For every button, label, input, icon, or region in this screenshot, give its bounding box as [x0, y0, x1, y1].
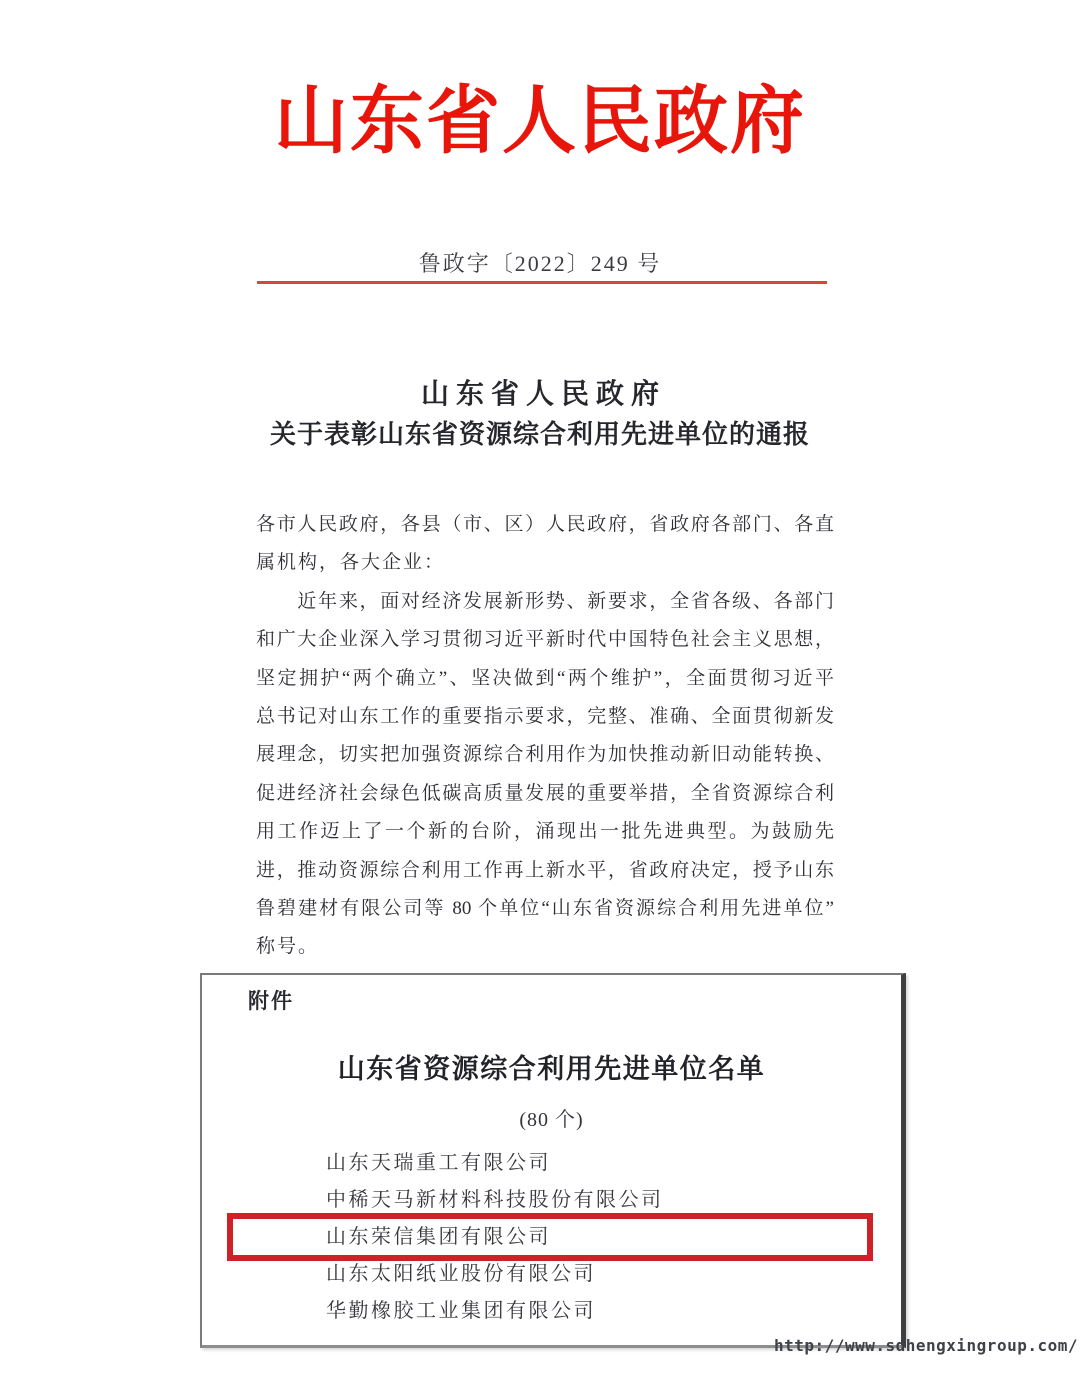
notice-body	[256, 506, 834, 967]
company-item: 山东天瑞重工有限公司	[326, 1152, 551, 1174]
red-divider-line	[257, 281, 827, 284]
body-line: 坚定拥护“两个确立”、坚决做到“两个维护”，全面贯彻习近平	[256, 667, 834, 689]
doc-number: 鲁政字〔2022〕249 号	[418, 251, 662, 276]
company-item: 华勤橡胶工业集团有限公司	[326, 1300, 596, 1322]
body-line: 和广大企业深入学习贯彻习近平新时代中国特色社会主义思想，	[256, 629, 834, 651]
body-line: 称号。	[256, 936, 320, 958]
attachment-label: 附件	[248, 990, 294, 1013]
body-line: 展理念，切实把加强资源综合利用作为加快推动新旧动能转换、	[256, 744, 834, 766]
notice-title: 山 东 省 人 民 政 府	[420, 379, 659, 410]
body-line: 各市人民政府，各县（市、区）人民政府，省政府各部门、各直	[256, 514, 834, 535]
body-line: 属机构，各大企业：	[256, 552, 446, 574]
body-line: 总书记对山东工作的重要指示要求，完整、准确、全面贯彻新发	[256, 705, 834, 727]
company-item-highlighted: 山东荣信集团有限公司	[326, 1226, 551, 1248]
company-item: 中稀天马新材料科技股份有限公司	[326, 1189, 664, 1211]
attachment-panel	[200, 973, 906, 1348]
company-item: 山东太阳纸业股份有限公司	[326, 1263, 596, 1285]
notice-subtitle: 关于表彰山东省资源综合利用先进单位的通报	[269, 420, 810, 449]
url-watermark: http://www.sdhengxingroup.com/	[774, 1336, 1078, 1355]
body-line: 用工作迈上了一个新的台阶，涌现出一批先进典型。为鼓励先	[256, 821, 834, 843]
body-line: 鲁碧建材有限公司等 80 个单位“山东省资源综合利用先进单位”	[256, 897, 834, 919]
body-line: 进，推动资源综合利用工作再上新水平，省政府决定，授予山东	[256, 859, 834, 881]
body-line: 促进经济社会绿色低碳高质量发展的重要举措，全省资源综合利	[256, 782, 834, 804]
red-highlight-frame	[227, 1213, 873, 1261]
agency-title: 山东省人民政府	[274, 81, 806, 163]
attachment-list-title: 山东省资源综合利用先进单位名单	[337, 1054, 766, 1084]
body-line: 近年来，面对经济发展新形势、新要求，全省各级、各部门	[256, 590, 834, 612]
attachment-count: (80 个)	[519, 1109, 584, 1131]
